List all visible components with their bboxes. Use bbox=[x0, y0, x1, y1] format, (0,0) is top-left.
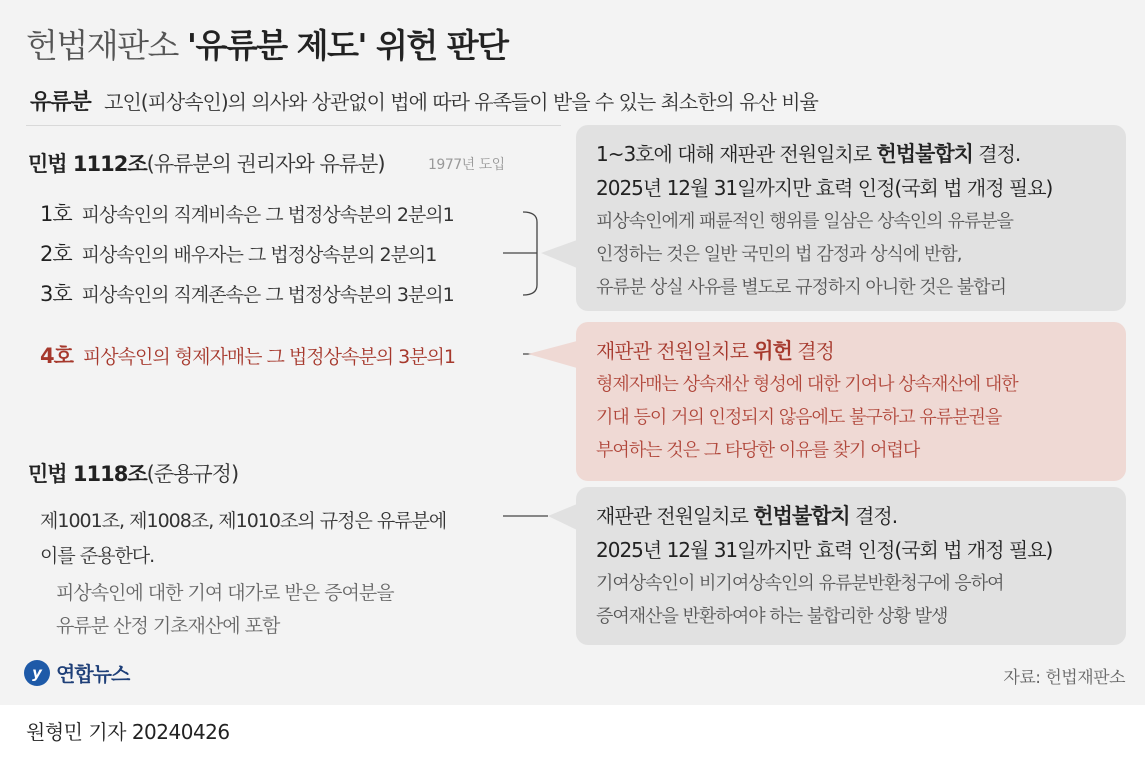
ruling-headline-text: 재판관 전원일치로 bbox=[596, 339, 754, 363]
definition-text: 고인(피상속인)의 의사와 상관없이 법에 따라 유족들이 받을 수 있는 최소한의 유산 비율 bbox=[104, 90, 818, 114]
ruling-reason-line: 인정하는 것은 일반 국민의 법 감정과 상식에 반함, bbox=[596, 244, 962, 265]
title-prefix: 헌법재판소 bbox=[26, 26, 178, 65]
law-item-number: 1호 bbox=[40, 202, 72, 226]
law-1118-text-line: 제1001조, 제1008조, 제1010조의 규정은 유류분에 bbox=[40, 510, 447, 532]
pointer-2 bbox=[528, 341, 577, 368]
law-1118-note-line: 피상속인에 대한 기여 대가로 받은 증여분을 bbox=[56, 582, 394, 604]
ruling-effective-date: 2025년 12월 31일까지만 효력 인정(국회 법 개정 필요) bbox=[596, 538, 1053, 562]
ruling-headline-text: 1~3호에 대해 재판관 전원일치로 bbox=[596, 142, 877, 166]
title-main: '유류분 제도' 위헌 판단 bbox=[186, 26, 508, 65]
law-1112-subtitle: (유류분의 권리자와 유류분) bbox=[146, 152, 385, 176]
definition-term: 유류분 bbox=[30, 90, 91, 115]
law-item-text: 피상속인의 직계존속은 그 법정상속분의 3분의1 bbox=[81, 284, 454, 306]
law-item-text: 피상속인의 형제자매는 그 법정상속분의 3분의1 bbox=[82, 346, 455, 368]
law-1118-subtitle: (준용규정) bbox=[146, 462, 239, 486]
ruling-verdict: 헌법불합치 bbox=[753, 504, 850, 528]
ruling-verdict: 위헌 bbox=[753, 339, 792, 363]
law-1118-title: 민법 1118조 bbox=[28, 462, 147, 486]
ruling-reason-line: 기여상속인이 비기여상속인의 유류분반환청구에 응하여 bbox=[596, 573, 1004, 594]
ruling-effective-date: 2025년 12월 31일까지만 효력 인정(국회 법 개정 필요) bbox=[596, 176, 1053, 200]
law-1118-text-line: 이를 준용한다. bbox=[40, 545, 155, 567]
ruling-headline bbox=[596, 499, 1112, 533]
logo-text: 연합뉴스 bbox=[56, 662, 130, 686]
ruling-reason-line: 피상속인에게 패륜적인 행위를 일삼은 상속인의 유류분을 bbox=[596, 211, 1013, 232]
ruling-headline bbox=[596, 137, 1112, 171]
law-item-number: 4호 bbox=[40, 344, 73, 368]
pointer-1 bbox=[541, 240, 577, 268]
ruling-reason-line: 부여하는 것은 그 타당한 이유를 찾기 어렵다 bbox=[596, 440, 920, 461]
ruling-headline bbox=[596, 334, 1112, 368]
ruling-box-3 bbox=[576, 487, 1126, 645]
ruling-headline-text: 결정 bbox=[791, 339, 834, 363]
yonhap-logo-icon: y bbox=[24, 660, 50, 686]
yonhap-logo bbox=[24, 658, 129, 687]
ruling-reason-line: 유류분 상실 사유를 별도로 규정하지 아니한 것은 불합리 bbox=[596, 277, 1006, 298]
law-item-number: 2호 bbox=[40, 242, 72, 266]
ruling-headline-text: 결정. bbox=[972, 142, 1021, 166]
law-item-text: 피상속인의 배우자는 그 법정상속분의 2분의1 bbox=[81, 244, 437, 266]
law-1112-year: 1977년 도입 bbox=[428, 157, 505, 173]
ruling-verdict: 헌법불합치 bbox=[876, 142, 973, 166]
ruling-headline-text: 결정. bbox=[849, 504, 898, 528]
ruling-box-2 bbox=[576, 322, 1126, 481]
byline: 원형민 기자 20240426 bbox=[26, 720, 230, 744]
law-1118-note-line: 유류분 산정 기초재산에 포함 bbox=[56, 615, 280, 637]
ruling-reason-line: 기대 등이 거의 인정되지 않음에도 불구하고 유류분권을 bbox=[596, 407, 1002, 428]
law-item-number: 3호 bbox=[40, 282, 72, 306]
source-credit: 자료: 헌법재판소 bbox=[1003, 668, 1125, 688]
ruling-box-1 bbox=[576, 125, 1126, 311]
law-1112-title: 민법 1112조 bbox=[28, 152, 147, 176]
ruling-reason-line: 증여재산을 반환하여야 하는 불합리한 상황 발생 bbox=[596, 606, 948, 627]
ruling-headline-text: 재판관 전원일치로 bbox=[596, 504, 754, 528]
pointer-3 bbox=[548, 504, 577, 530]
law-item-text: 피상속인의 직계비속은 그 법정상속분의 2분의1 bbox=[81, 204, 454, 226]
ruling-reason-line: 형제자매는 상속재산 형성에 대한 기여나 상속재산에 대한 bbox=[596, 374, 1018, 395]
